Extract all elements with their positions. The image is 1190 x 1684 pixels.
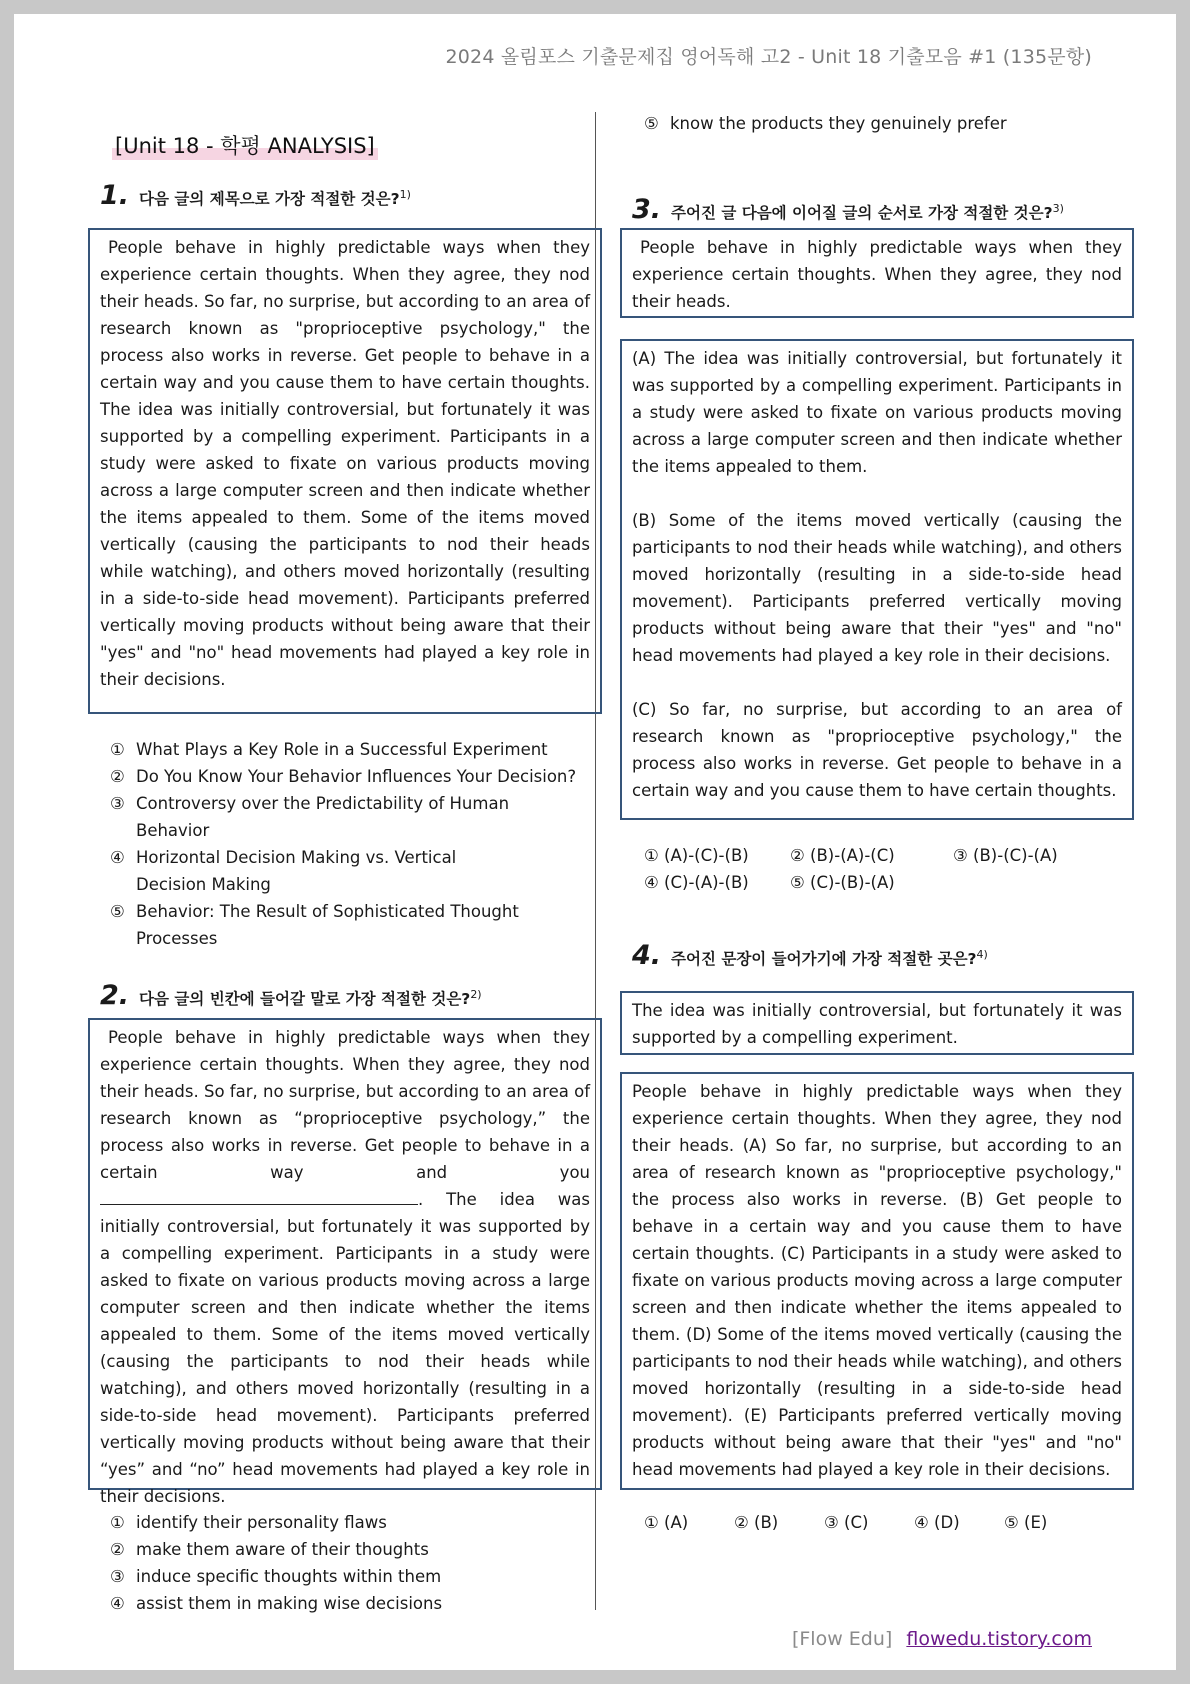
q1-option-4[interactable]: ④ Horizontal Decision Making vs. Vertical Decision Making [110,848,457,894]
q2-passage-after: The idea was initially controversial, but fortunately it was supported by a compelling experiment. Participants in a study were asked to fixate on various products moving across a large computer screen and then indicate whether the items appealed to them. Some of the items moved vertically (causing the participants to nod their heads while watching), and others moved horizontally (resulting in a side-to-side head movement). Participants preferred vertically moving products without being aware that their “yes” and “no” head movements had played a key role in their decisions. [100,1190,590,1506]
section-heading: [Unit 18 - 학평 ANALYSIS] [112,130,378,160]
q4-option-2[interactable]: ② (B) [734,1513,779,1532]
q2-option-2[interactable]: ② make them aware of their thoughts [110,1540,429,1559]
q2-answer-blank [100,1186,418,1205]
q1-passage: People behave in highly predictable ways when they experience certain thoughts. When they agree, they nod their heads. So far, no surprise, but according to an area of research known as "proprioceptive psychology," the process also works in reverse. Get people to behave in a certain way and you cause them to have certain thoughts. The idea was initially controversial, but fortunately it was supported by a compelling experiment. Participants in a study were asked to fixate on various products moving across a large computer screen and then indicate whether the items appealed to them. Some of the items moved vertically (causing the participants to nod their heads while watching), and others moved horizontally (resulting in a side-to-side head movement). Participants preferred vertically moving products without being aware that their "yes" and "no" head movements had played a key role in their decisions. [100,238,590,689]
q4-option-1[interactable]: ① (A) [644,1513,689,1532]
footer-brand: [Flow Edu] [791,1628,893,1650]
q3-option-2[interactable]: ② (B)-(A)-(C) [790,846,895,865]
q1-prompt: 다음 글의 제목으로 가장 적절한 것은?$^{1)}$ [139,187,411,208]
q4-header [632,940,988,971]
q2-option-5[interactable]: ⑤ know the products they genuinely prefer [644,114,1007,133]
q2-option-4[interactable]: ④ assist them in making wise decisions [110,1594,443,1613]
q3-footnote-ref: 3) [1052,201,1064,215]
q2-prompt: 다음 글의 빈칸에 들어갈 말로 가장 적절한 것은?$^{2)}$ [139,987,482,1008]
q3-number: 3. [632,194,662,225]
q3-given: People behave in highly predictable ways when they experience certain thoughts. When they agree, they nod their heads. [632,238,1122,311]
worksheet-page [14,14,1176,1670]
q2-passage-box [88,1018,602,1506]
q2-passage-before: People behave in highly predictable ways when they experience certain thoughts. When they agree, they nod their heads. So far, no surprise, but according to an area of research known as “proprioceptive psychology,” the process also works in reverse. Get people to behave in a certain way and you [100,1028,590,1182]
page-header-title: 2024 올림포스 기출문제집 영어독해 고2 - Unit 18 기출모음 #1 (135문항) [445,46,1092,68]
q3-part-c: (C) So far, no surprise, but according to an area of research known as "proprioceptive psychology," the process also works in reverse. Get people to behave in a certain way and you cause them to have certain thoughts. [632,700,1122,800]
footer-link[interactable]: flowedu.tistory.com [906,1628,1092,1650]
q2-options-right [644,110,1114,137]
q4-prompt: 주어진 문장이 들어가기에 가장 적절한 곳은?$^{4)}$ [671,947,988,968]
q2-footnote-ref: 2) [470,987,482,1001]
q1-option-3[interactable]: ③ Controversy over the Predictability of Human Behavior [110,794,510,840]
q3-part-a: (A) The idea was initially controversial, but fortunately it was supported by a compelling experiment. Participants in a study were asked to fixate on various products moving across a large computer screen and then indicate whether the items appealed to them. [632,349,1122,476]
q2-passage: People behave in highly predictable ways when they experience certain thoughts. When they agree, they nod their heads. So far, no surprise, but according to an area of research known as “proprioceptive psychology,” the process also works in reverse. Get people to behave in a certain way and you . The idea was initially controversial, but fortunately it was supported by a compelling experiment. Participants in a study were asked to fixate on various products moving across a large computer screen and then indicate whether the items appealed to them. Some of the items moved vertically (causing the participants to nod their heads while watching), and others moved horizontally (resulting in a side-to-side head movement). Participants preferred vertically moving products without being aware that their “yes” and “no” head movements had played a key role in their decisions. [100,1028,590,1506]
q4-options [644,1509,1114,1536]
q4-passage-box [620,1072,1134,1490]
q3-header [632,194,1064,225]
q3-prompt: 주어진 글 다음에 이어질 글의 순서로 가장 적절한 것은?$^{3)}$ [671,201,1064,222]
q3-option-3[interactable]: ③ (B)-(C)-(A) [953,846,1058,865]
page-footer [792,1628,1092,1650]
q3-option-1[interactable]: ① (A)-(C)-(B) [644,846,749,865]
q2-option-1[interactable]: ① identify their personality flaws [110,1513,387,1532]
q3-option-5[interactable]: ⑤ (C)-(B)-(A) [790,873,895,892]
q2-number: 2. [100,980,130,1011]
q4-option-5[interactable]: ⑤ (E) [1004,1513,1048,1532]
q2-options-left [110,1509,580,1617]
q1-option-1[interactable]: ① What Plays a Key Role in a Successful Experiment [110,740,548,759]
q1-number: 1. [100,180,130,211]
q4-given: The idea was initially controversial, but fortunately it was supported by a compelling experiment. [632,1001,1122,1047]
q3-parts-box [620,339,1134,820]
q3-given-box [620,228,1134,318]
q4-footnote-ref: 4) [976,947,988,961]
q4-passage: People behave in highly predictable ways when they experience certain thoughts. When they agree, they nod their heads. (A) So far, no surprise, but according to an area of research known as "proprioceptive psychology," the process also works in reverse. (B) Get people to behave in a certain way and you cause them to have certain thoughts. (C) Participants in a study were asked to fixate on various products moving across a large computer screen and then indicate whether the items appealed to them. (D) Some of the items moved vertically (causing the participants to nod their heads while watching), and others moved horizontally (resulting in a side-to-side head movement). (E) Participants preferred vertically moving products without being aware that their "yes" and "no" head movements had played a key role in their decisions. [632,1082,1122,1479]
q1-header [100,180,411,211]
q3-part-b: (B) Some of the items moved vertically (causing the participants to nod their heads while watching), and others moved horizontally (resulting in a side-to-side head movement). Participants preferred vertically moving products without being aware that their "yes" and "no" head movements had played a key role in their decisions. [632,511,1122,665]
q3-option-4[interactable]: ④ (C)-(A)-(B) [644,873,749,892]
q2-header [100,980,482,1011]
q4-option-3[interactable]: ③ (C) [824,1513,869,1532]
q2-option-3[interactable]: ③ induce specific thoughts within them [110,1567,442,1586]
q1-option-5[interactable]: ⑤ Behavior: The Result of Sophisticated Thought Processes [110,902,519,948]
q4-given-box [620,991,1134,1055]
q1-option-2[interactable]: ② Do You Know Your Behavior Influences Your Decision? [110,767,577,786]
q3-options [644,842,1114,896]
q4-number: 4. [632,940,662,971]
q1-options [110,736,580,952]
q1-footnote-ref: 1) [399,187,411,201]
q1-passage-box [88,228,602,714]
q4-option-4[interactable]: ④ (D) [914,1513,960,1532]
